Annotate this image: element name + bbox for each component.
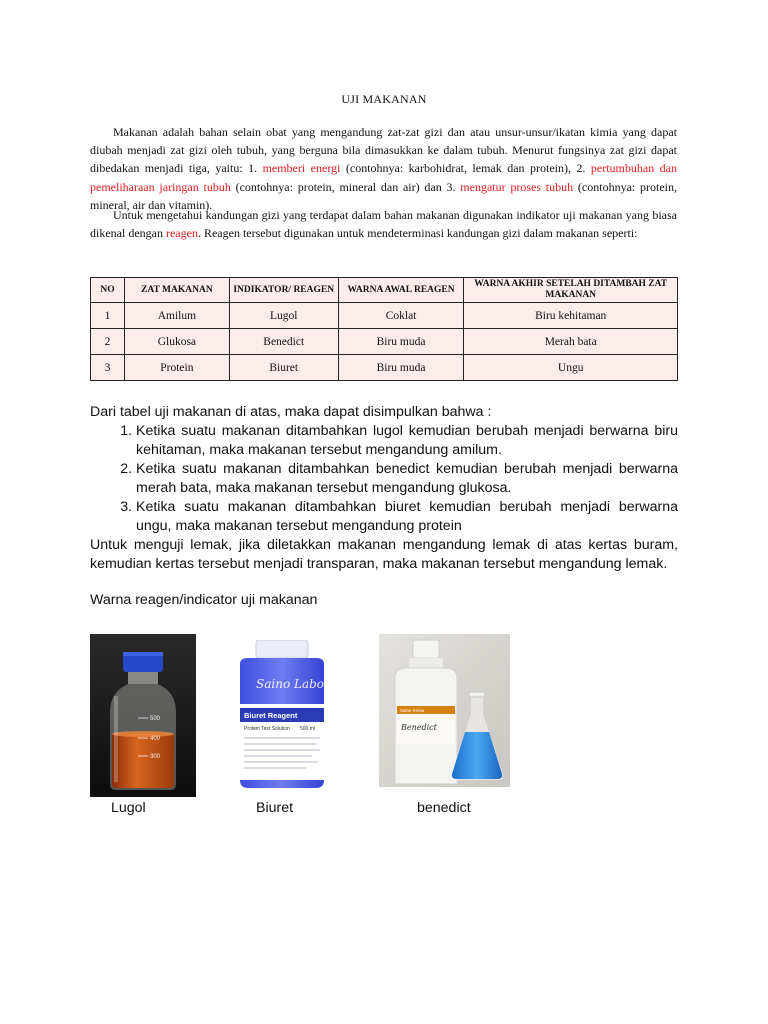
images-title: Warna reagen/indicator uji makanan (90, 592, 318, 608)
label-volume: 500 ml (300, 726, 316, 732)
lugol-photo (90, 634, 196, 797)
text: . Reagen tersebut digunakan untuk mendeterminasi kandungan gizi dalam makanan seperti: (197, 226, 638, 241)
highlight-regulate: mengatur proses tubuh (460, 179, 574, 194)
benedict-photo (379, 634, 510, 787)
label-subtitle: Protein Test Solution (244, 726, 290, 732)
table-row (91, 355, 678, 381)
reagent-paragraph (90, 206, 677, 242)
list-item: 1. Ketika suatu makanan ditambahkan lugol kemudian berubah menjadi berwarna biru kehitaman, maka makanan tersebut mengandung amilum. (136, 422, 678, 460)
cell-no: 3 (91, 355, 125, 381)
fat-test-text: Untuk menguji lemak, jika diletakkan makanan mengandung lemak di atas kertas buram, kemudian kertas tersebut menjadi transparan, maka makanan tersebut mengandung lemak. (90, 537, 678, 572)
cell-zat: Glukosa (124, 329, 229, 355)
caption-biuret: Biuret (256, 800, 294, 816)
conclusion-section (90, 403, 678, 574)
header-warna-akhir: WARNA AKHIR SETELAH DITAMBAH ZAT MAKANAN (464, 278, 678, 303)
text: (contohnya: protein, mineral dan air) dan 3. (230, 179, 461, 194)
cell-warna-awal: Coklat (338, 303, 464, 329)
cell-zat: Amilum (124, 303, 229, 329)
cell-warna-akhir: Ungu (464, 355, 678, 381)
table-row (91, 303, 678, 329)
header-indikator: INDIKATOR/ REAGEN (229, 278, 338, 303)
header-zat-makanan: ZAT MAKANAN (124, 278, 229, 303)
table-row (91, 329, 678, 355)
label-brand: Saino Kimia (400, 708, 425, 713)
cell-reagen: Biuret (229, 355, 338, 381)
food-test-table (90, 277, 678, 381)
cell-reagen: Benedict (229, 329, 338, 355)
list-item: 3. Ketika suatu makanan ditambahkan biuret kemudian berubah menjadi berwarna ungu, maka makanan tersebut mengandung protein (136, 498, 678, 536)
biuret-bottle-illustration (226, 640, 338, 790)
cell-warna-akhir: Biru kehitaman (464, 303, 678, 329)
cell-no: 2 (91, 329, 125, 355)
lugol-bottle-illustration (90, 634, 196, 797)
biuret-photo (226, 640, 338, 790)
text: Makanan adalah bahan selain obat yang mengandung zat-zat gizi dan atau unsur-unsur/ikatan kimia yang dapat diubah menjadi zat gizi oleh tubuh, yang berguna bila dimasukkan ke dalam tubuh. Menurut fungsinya zat gizi dapat dibedakan menjadi tiga, yaitu: 1. (90, 125, 677, 176)
label-title: Biuret Reagent (244, 711, 298, 720)
label-name: Benedict (401, 723, 437, 732)
intro-paragraph (90, 123, 677, 214)
list-item: 2. Ketika suatu makanan ditambahkan benedict kemudian berubah menjadi berwarna merah bata, maka makanan tersebut mengandung glukosa. (136, 460, 678, 498)
volume-mark: 500 (150, 716, 161, 722)
header-warna-awal: WARNA AWAL REAGEN (338, 278, 464, 303)
volume-mark: 300 (150, 754, 161, 760)
bottle-cap (413, 640, 439, 658)
highlight-growth: pertumbuhan dan pemeliharaan jaringan tubuh (90, 161, 677, 194)
text: (contohnya: karbohidrat, lemak dan protein), 2. (340, 161, 591, 176)
conclusion-intro: Dari tabel uji makanan di atas, maka dapat disimpulkan bahwa : (90, 404, 492, 420)
cell-zat: Protein (124, 355, 229, 381)
document-title: UJI MAKANAN (341, 92, 427, 106)
caption-benedict: benedict (417, 800, 471, 816)
table-header-row (91, 278, 678, 303)
caption-lugol: Lugol (111, 800, 146, 816)
volume-mark: 400 (150, 736, 161, 742)
highlight-energy: memberi energi (262, 161, 341, 176)
highlight-reagen: reagen (165, 226, 198, 241)
cell-no: 1 (91, 303, 125, 329)
benedict-bottle-illustration (379, 634, 510, 787)
conclusion-list (90, 422, 678, 536)
cell-warna-awal: Biru muda (338, 355, 464, 381)
text: Untuk mengetahui kandungan gizi yang terdapat dalam bahan makanan digunakan indikator uji makanan yang biasa dikenal dengan (90, 208, 677, 241)
cell-reagen: Lugol (229, 303, 338, 329)
watermark-text: Saino Labor (256, 677, 330, 691)
header-no: NO (91, 278, 125, 303)
cell-warna-akhir: Merah bata (464, 329, 678, 355)
cell-warna-awal: Biru muda (338, 329, 464, 355)
text: (contohnya: protein, mineral, air dan vitamin). (90, 179, 677, 212)
white-cap (256, 640, 308, 658)
